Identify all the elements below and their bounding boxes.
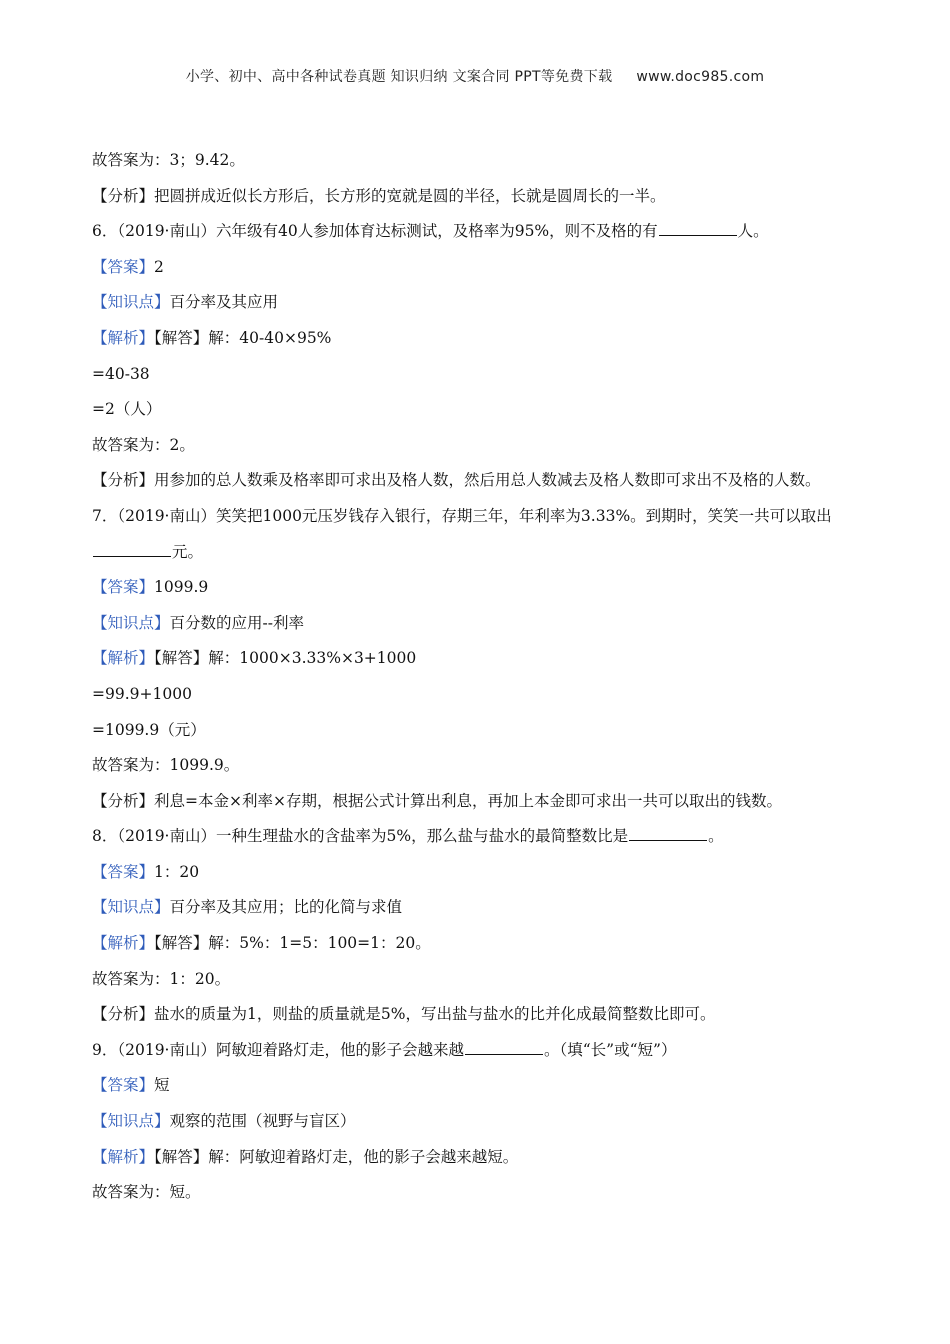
q6-solution: 【解析】【解答】解：40-40×95%: [92, 328, 332, 347]
q8-final-answer: 故答案为：1：20。: [92, 969, 231, 988]
q7-knowledge: 【知识点】百分数的应用--利率: [92, 613, 304, 632]
q8-stem: 8．（2019·南山）一种生理盐水的含盐率为5%，那么盐与盐水的最简整数比是 。: [92, 827, 724, 846]
knowledge-tag: 【知识点】: [92, 613, 170, 632]
solution-tag: 【解答】: [154, 328, 209, 347]
knowledge-tag: 【知识点】: [92, 1112, 170, 1131]
header-url: www.doc985.com: [636, 69, 765, 85]
document-body: [92, 143, 872, 1211]
q9-solution: 【解析】【解答】解：阿敏迎着路灯走，他的影子会越来越短。: [92, 1147, 519, 1166]
answer-tag: 【答案】: [92, 578, 155, 597]
q9-knowledge: 【知识点】观察的范围（视野与盲区）: [92, 1112, 356, 1131]
answer-blank: [629, 826, 707, 841]
q7-solution-step: =1099.9（元）: [92, 720, 206, 739]
prev-final-answer: 故答案为：3；9.42。: [92, 151, 245, 169]
knowledge-tag: 【知识点】: [92, 898, 170, 917]
answer-tag: 【答案】: [92, 862, 155, 881]
analysis-detail-tag: 【解析】: [92, 328, 155, 347]
q8-analysis: 【分析】盐水的质量为1，则盐的质量就是5%，写出盐与盐水的比并化成最简整数比即可。: [92, 1005, 716, 1024]
q7-answer: 【答案】1099.9: [92, 578, 209, 597]
q6-stem: 6．（2019·南山）六年级有40人参加体育达标测试，及格率为95%，则不及格的有 人。: [92, 222, 769, 241]
q7-final-answer: 故答案为：1099.9。: [92, 756, 240, 775]
q6-answer: 【答案】2: [92, 257, 164, 276]
q6-final-answer: 故答案为：2。: [92, 435, 195, 454]
q9-final-answer: 故答案为：短。: [92, 1183, 201, 1202]
q9-answer: 【答案】短: [92, 1076, 170, 1095]
answer-tag: 【答案】: [92, 1076, 155, 1095]
q6-solution-step: =40-38: [92, 364, 150, 383]
answer-blank: [93, 542, 171, 557]
page-header: [0, 66, 950, 86]
q7-stem: 7．（2019·南山）笑笑把1000元压岁钱存入银行，存期三年，年利率为3.33%。到期时，笑笑一共可以取出元。: [92, 506, 832, 561]
q6-analysis: 【分析】用参加的总人数乘及格率即可求出及格人数，然后用总人数减去及格人数即可求出不及格的人数。: [92, 471, 821, 490]
analysis-detail-tag: 【解析】: [92, 1147, 155, 1166]
q6-solution-step: =2（人）: [92, 400, 162, 419]
analysis-tag: 【分析】: [92, 186, 155, 205]
answer-blank: [659, 221, 737, 236]
header-text: 小学、初中、高中各种试卷真题 知识归纳 文案合同 PPT等免费下载: [185, 69, 613, 85]
analysis-tag: 【分析】: [92, 471, 155, 490]
solution-tag: 【解答】: [154, 649, 209, 668]
analysis-tag: 【分析】: [92, 1005, 155, 1024]
knowledge-tag: 【知识点】: [92, 293, 170, 312]
q8-answer: 【答案】1：20: [92, 862, 200, 881]
q6-knowledge: 【知识点】百分率及其应用: [92, 293, 279, 312]
solution-tag: 【解答】: [154, 934, 209, 953]
analysis-detail-tag: 【解析】: [92, 649, 155, 668]
answer-blank: [465, 1040, 543, 1055]
answer-tag: 【答案】: [92, 257, 155, 276]
q9-stem: 9．（2019·南山）阿敏迎着路灯走，他的影子会越来越 。（填“长”或“短”）: [92, 1040, 677, 1059]
q7-solution-step: =99.9+1000: [92, 684, 192, 703]
prev-analysis: 【分析】把圆拼成近似长方形后，长方形的宽就是圆的半径，长就是圆周长的一半。: [92, 186, 666, 205]
q8-solution: 【解析】【解答】解：5%：1=5：100=1：20。: [92, 934, 431, 953]
solution-tag: 【解答】: [154, 1147, 209, 1166]
analysis-detail-tag: 【解析】: [92, 934, 155, 953]
q7-analysis: 【分析】利息=本金×利率×存期，根据公式计算出利息，再加上本金即可求出一共可以取出的钱数。: [92, 791, 782, 810]
q7-solution: 【解析】【解答】解：1000×3.33%×3+1000: [92, 649, 417, 668]
q8-knowledge: 【知识点】百分率及其应用；比的化简与求值: [92, 898, 403, 917]
analysis-tag: 【分析】: [92, 791, 155, 810]
